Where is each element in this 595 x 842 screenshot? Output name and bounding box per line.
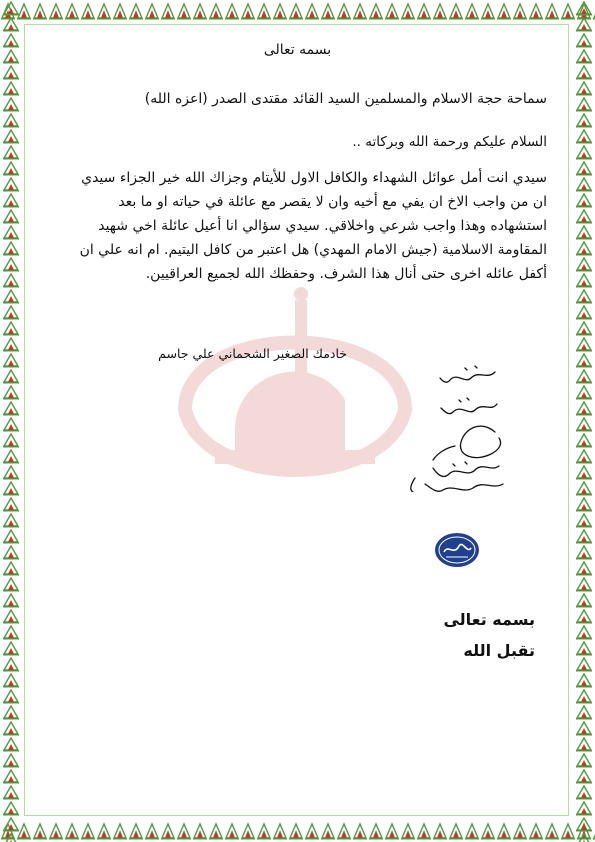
reply-basmala: بسمه تعالى — [443, 610, 535, 629]
body-line: ان من واجب الاخ ان يفي مع أخيه وان لا يقصر مع عائلة في حياته او ما بعد — [118, 194, 547, 210]
handwritten-reply — [395, 362, 515, 492]
reply-acceptance: تقبل الله — [463, 641, 535, 660]
top-border — [0, 0, 595, 22]
body-line: سيدي انت أمل عوائل الشهداء والكافل الاول للأيتام وجزاك الله خير الجزاء سيدي — [81, 170, 547, 186]
letter-body — [47, 166, 547, 286]
body-line: أكفل عائله اخرى حتى أنال هذا الشرف. وحفظك الله لجميع العراقيين. — [145, 266, 547, 282]
greeting-line: السلام عليكم ورحمة الله وبركاته .. — [352, 134, 547, 150]
official-seal — [432, 530, 482, 570]
body-line: المقاومة الاسلامية (جيش الامام المهدي) هل اعتبر من كافل اليتيم. ام انه علي ان — [79, 242, 547, 258]
body-line: استشهاده وهذا واجب شرعي واخلاقي. سيدي سؤالي انا أعيل عائلة اخي شهيد — [98, 218, 547, 234]
left-border — [0, 0, 22, 842]
basmala-heading: بسمه تعالى — [263, 42, 332, 58]
sender-signoff: خادمك الصغير الشحماني علي جاسم — [158, 346, 347, 361]
right-border — [573, 0, 595, 842]
bottom-border — [0, 820, 595, 842]
addressee-line: سماحة حجة الاسلام والمسلمين السيد القائد مقتدى الصدر (اعزه الله) — [144, 91, 547, 107]
